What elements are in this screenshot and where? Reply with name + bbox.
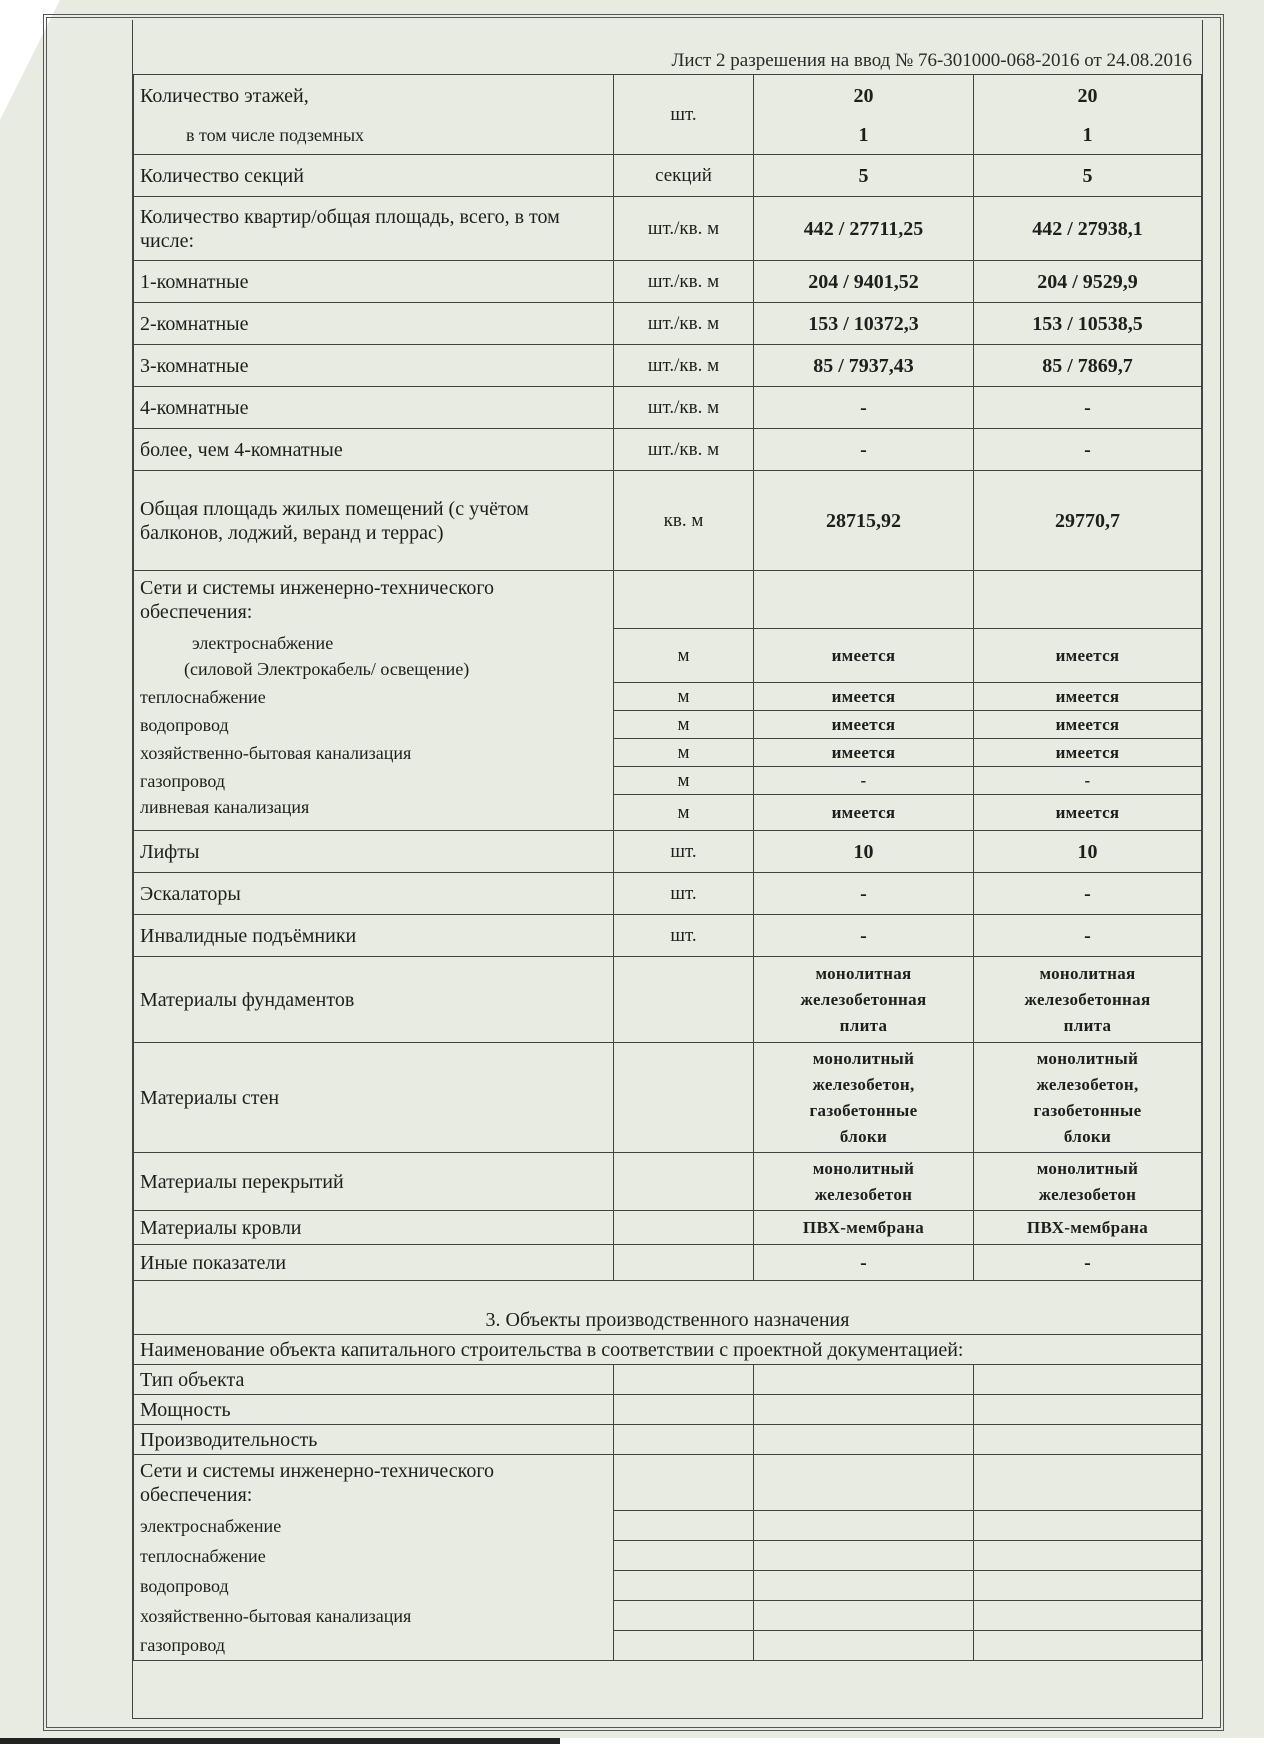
- table-row: [134, 1571, 1202, 1601]
- networks-label: Сети и системы инженерно-технического обеспечения:: [134, 571, 614, 629]
- table-row: [134, 261, 1202, 303]
- industrial-capacity-label: Мощность: [134, 1395, 614, 1425]
- floors-material-actual-line: железобетон: [1038, 1184, 1137, 1204]
- living-area-planned: 28715,92: [754, 471, 974, 571]
- power-label-line2: (силовой Электрокабель/ освещение): [184, 658, 470, 679]
- table-row: [134, 915, 1202, 957]
- sheet-reference: Лист 2 разрешения на ввод № 76-301000-068-2016 от 24.08.2016: [671, 50, 1192, 71]
- scan-bottom-edge: [0, 1738, 1264, 1753]
- table-row: [134, 1541, 1202, 1571]
- table-row: [134, 1511, 1202, 1541]
- sewer-planned: имеется: [754, 739, 974, 767]
- empty-cell: [614, 1365, 754, 1395]
- sections-planned: 5: [754, 155, 974, 197]
- table-row: [134, 1211, 1202, 1245]
- empty-cell: [614, 1631, 754, 1661]
- apartments-planned: 442 / 27711,25: [754, 197, 974, 261]
- sewer-label: хозяйственно-бытовая канализация: [134, 739, 614, 767]
- floors-material-label: Материалы перекрытий: [134, 1153, 614, 1211]
- other-label: Иные показатели: [134, 1245, 614, 1281]
- table-row: [134, 1043, 1202, 1153]
- table-row: [134, 957, 1202, 1043]
- other-planned: -: [754, 1245, 974, 1281]
- walls-actual-line: блоки: [1063, 1126, 1112, 1146]
- table-row: [134, 1153, 1202, 1211]
- rooms3-planned: 85 / 7937,43: [754, 345, 974, 387]
- empty-cell: [974, 1455, 1202, 1511]
- roof-actual: ПВХ-мембрана: [974, 1211, 1202, 1245]
- storm-label: ливневая канализация: [134, 795, 614, 831]
- empty-cell: [974, 1511, 1202, 1541]
- table-row: [134, 471, 1202, 571]
- roof-planned: ПВХ-мембрана: [754, 1211, 974, 1245]
- escalators-actual: -: [974, 873, 1202, 915]
- power-actual: имеется: [974, 629, 1202, 683]
- walls-label: Материалы стен: [134, 1043, 614, 1153]
- empty-cell: [974, 571, 1202, 629]
- rooms1-actual: 204 / 9529,9: [974, 261, 1202, 303]
- table-row: [134, 75, 1202, 117]
- storm-planned: имеется: [754, 795, 974, 831]
- section-title-industrial: 3. Объекты производственного назначения: [134, 1281, 1202, 1335]
- lifts-actual: 10: [974, 831, 1202, 873]
- heat-actual: имеется: [974, 683, 1202, 711]
- floors-label: Количество этажей,: [134, 75, 614, 117]
- foundation-actual-line: монолитная: [1039, 963, 1136, 983]
- table-row: [134, 1281, 1202, 1335]
- apartments-unit: шт./кв. м: [614, 197, 754, 261]
- empty-cell: [614, 1211, 754, 1245]
- rooms4-actual: -: [974, 387, 1202, 429]
- empty-cell: [614, 1601, 754, 1631]
- empty-cell: [614, 1455, 754, 1511]
- rooms5-unit: шт./кв. м: [614, 429, 754, 471]
- storm-actual: имеется: [974, 795, 1202, 831]
- storm-unit: м: [614, 795, 754, 831]
- sewer-actual: имеется: [974, 739, 1202, 767]
- industrial-networks-label: Сети и системы инженерно-технического обеспечения:: [134, 1455, 614, 1511]
- disabled-lifts-label: Инвалидные подъёмники: [134, 915, 614, 957]
- empty-cell: [754, 571, 974, 629]
- industrial-sewer-label: хозяйственно-бытовая канализация: [134, 1601, 614, 1631]
- table-row: [134, 683, 1202, 711]
- table-row: [134, 155, 1202, 197]
- living-area-actual: 29770,7: [974, 471, 1202, 571]
- walls-actual-line: монолитный: [1036, 1048, 1139, 1068]
- rooms5-label: более, чем 4-комнатные: [134, 429, 614, 471]
- empty-cell: [754, 1601, 974, 1631]
- escalators-planned: -: [754, 873, 974, 915]
- empty-cell: [754, 1571, 974, 1601]
- table-row: [134, 873, 1202, 915]
- table-row: [134, 795, 1202, 831]
- table-row: [134, 739, 1202, 767]
- table-row: [134, 1455, 1202, 1511]
- empty-cell: [614, 957, 754, 1043]
- foundation-planned: [754, 957, 974, 1043]
- gas-unit: м: [614, 767, 754, 795]
- power-label: [134, 629, 614, 683]
- rooms2-planned: 153 / 10372,3: [754, 303, 974, 345]
- walls-actual: [974, 1043, 1202, 1153]
- industrial-water-label: водопровод: [134, 1571, 614, 1601]
- disabled-lifts-unit: шт.: [614, 915, 754, 957]
- empty-cell: [614, 1153, 754, 1211]
- table-row: [134, 1631, 1202, 1661]
- rooms1-planned: 204 / 9401,52: [754, 261, 974, 303]
- empty-cell: [974, 1631, 1202, 1661]
- power-label-line1: электроснабжение: [192, 632, 334, 653]
- sections-unit: секций: [614, 155, 754, 197]
- disabled-lifts-planned: -: [754, 915, 974, 957]
- walls-planned-line: газобетонные: [809, 1100, 918, 1120]
- empty-cell: [974, 1425, 1202, 1455]
- industrial-power-label: электроснабжение: [134, 1511, 614, 1541]
- floors-planned: 20: [754, 75, 974, 117]
- walls-planned-line: блоки: [839, 1126, 888, 1146]
- empty-cell: [614, 1425, 754, 1455]
- foundation-planned-line: плита: [839, 1015, 888, 1035]
- empty-cell: [974, 1601, 1202, 1631]
- table-row: [134, 767, 1202, 795]
- water-actual: имеется: [974, 711, 1202, 739]
- gas-actual: -: [974, 767, 1202, 795]
- table-row: [134, 831, 1202, 873]
- roof-label: Материалы кровли: [134, 1211, 614, 1245]
- foundation-actual-line: железобетонная: [1024, 989, 1151, 1009]
- empty-cell: [614, 1511, 754, 1541]
- foundation-actual: [974, 957, 1202, 1043]
- rooms5-planned: -: [754, 429, 974, 471]
- rooms3-unit: шт./кв. м: [614, 345, 754, 387]
- power-unit: м: [614, 629, 754, 683]
- sewer-unit: м: [614, 739, 754, 767]
- industrial-type-label: Тип объекта: [134, 1365, 614, 1395]
- table-row: [134, 387, 1202, 429]
- floors-material-planned-line: монолитный: [812, 1158, 915, 1178]
- empty-cell: [614, 571, 754, 629]
- rooms3-actual: 85 / 7869,7: [974, 345, 1202, 387]
- rooms2-actual: 153 / 10538,5: [974, 303, 1202, 345]
- rooms5-actual: -: [974, 429, 1202, 471]
- floors-underground-actual: 1: [974, 117, 1202, 155]
- foundation-planned-line: монолитная: [815, 963, 912, 983]
- rooms4-planned: -: [754, 387, 974, 429]
- industrial-gas-label: газопровод: [134, 1631, 614, 1661]
- lifts-label: Лифты: [134, 831, 614, 873]
- lifts-planned: 10: [754, 831, 974, 873]
- industrial-name-label: Наименование объекта капитального строительства в соответствии с проектной документацией:: [134, 1335, 1202, 1365]
- empty-cell: [614, 1043, 754, 1153]
- heat-planned: имеется: [754, 683, 974, 711]
- walls-planned-line: монолитный: [812, 1048, 915, 1068]
- empty-cell: [614, 1245, 754, 1281]
- empty-cell: [754, 1541, 974, 1571]
- empty-cell: [974, 1395, 1202, 1425]
- table-row: [134, 1425, 1202, 1455]
- power-planned: имеется: [754, 629, 974, 683]
- apartments-label: Количество квартир/общая площадь, всего, в том числе:: [134, 197, 614, 261]
- empty-cell: [974, 1365, 1202, 1395]
- table-row: [134, 1601, 1202, 1631]
- other-actual: -: [974, 1245, 1202, 1281]
- floors-underground-planned: 1: [754, 117, 974, 155]
- rooms2-label: 2-комнатные: [134, 303, 614, 345]
- table-row: [134, 345, 1202, 387]
- escalators-label: Эскалаторы: [134, 873, 614, 915]
- empty-cell: [754, 1631, 974, 1661]
- floors-unit: шт.: [614, 75, 754, 155]
- empty-cell: [754, 1365, 974, 1395]
- foundation-actual-line: плита: [1063, 1015, 1112, 1035]
- empty-cell: [974, 1541, 1202, 1571]
- table-row: [134, 429, 1202, 471]
- rooms3-label: 3-комнатные: [134, 345, 614, 387]
- sections-actual: 5: [974, 155, 1202, 197]
- rooms2-unit: шт./кв. м: [614, 303, 754, 345]
- rooms4-label: 4-комнатные: [134, 387, 614, 429]
- table-row: [134, 303, 1202, 345]
- floors-material-planned: [754, 1153, 974, 1211]
- walls-planned-line: железобетон,: [812, 1074, 915, 1094]
- disabled-lifts-actual: -: [974, 915, 1202, 957]
- escalators-unit: шт.: [614, 873, 754, 915]
- industrial-heat-label: теплоснабжение: [134, 1541, 614, 1571]
- walls-actual-line: железобетон,: [1036, 1074, 1139, 1094]
- table-row: [134, 1335, 1202, 1365]
- table-row: [134, 1245, 1202, 1281]
- table-row: [134, 711, 1202, 739]
- rooms4-unit: шт./кв. м: [614, 387, 754, 429]
- floors-material-planned-line: железобетон: [814, 1184, 913, 1204]
- floors-underground-label: в том числе подземных: [134, 117, 614, 155]
- floors-material-actual-line: монолитный: [1036, 1158, 1139, 1178]
- empty-cell: [614, 1395, 754, 1425]
- table-row: [134, 1395, 1202, 1425]
- rooms1-unit: шт./кв. м: [614, 261, 754, 303]
- floors-actual: 20: [974, 75, 1202, 117]
- rooms1-label: 1-комнатные: [134, 261, 614, 303]
- foundation-label: Материалы фундаментов: [134, 957, 614, 1043]
- water-unit: м: [614, 711, 754, 739]
- empty-cell: [614, 1571, 754, 1601]
- empty-cell: [974, 1571, 1202, 1601]
- sections-label: Количество секций: [134, 155, 614, 197]
- floors-material-actual: [974, 1153, 1202, 1211]
- gas-planned: -: [754, 767, 974, 795]
- water-label: водопровод: [134, 711, 614, 739]
- lifts-unit: шт.: [614, 831, 754, 873]
- living-area-unit: кв. м: [614, 471, 754, 571]
- empty-cell: [754, 1455, 974, 1511]
- walls-actual-line: газобетонные: [1033, 1100, 1142, 1120]
- foundation-planned-line: железобетонная: [800, 989, 927, 1009]
- walls-planned: [754, 1043, 974, 1153]
- heat-label: теплоснабжение: [134, 683, 614, 711]
- empty-cell: [614, 1541, 754, 1571]
- indicators-table: [133, 74, 1202, 1661]
- apartments-actual: 442 / 27938,1: [974, 197, 1202, 261]
- empty-cell: [754, 1511, 974, 1541]
- water-planned: имеется: [754, 711, 974, 739]
- table-row: [134, 197, 1202, 261]
- living-area-label: Общая площадь жилых помещений (с учётом балконов, лоджий, веранд и террас): [134, 471, 614, 571]
- table-row: [134, 629, 1202, 683]
- table-row: [134, 1365, 1202, 1395]
- heat-unit: м: [614, 683, 754, 711]
- empty-cell: [754, 1425, 974, 1455]
- industrial-productivity-label: Производительность: [134, 1425, 614, 1455]
- table-row: [134, 571, 1202, 629]
- scan-shadow: [0, 1738, 560, 1744]
- gas-label: газопровод: [134, 767, 614, 795]
- empty-cell: [754, 1395, 974, 1425]
